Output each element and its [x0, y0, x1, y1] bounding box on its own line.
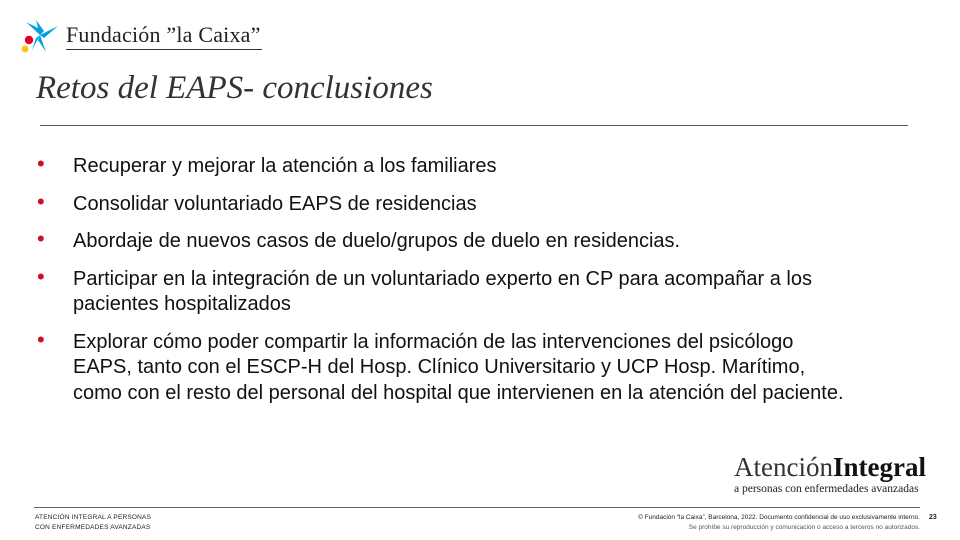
bullet-dot-icon: • [37, 151, 45, 176]
list-item [36, 263, 856, 318]
list-item [36, 226, 856, 255]
bullet-text: Explorar cómo poder compartir la información de las intervenciones del psicólogo EAPS, tanto con el ESCP-H del Hosp. Clínico Universitario y UCP Hosp. Marítimo, como con el resto del personal del hospital que intervienen en la atención del paciente. [73, 330, 844, 404]
slide-title: Retos del EAPS- conclusiones [36, 70, 433, 106]
bullet-text: Consolidar voluntariado EAPS de residencias [73, 192, 477, 215]
footer-program [35, 513, 151, 533]
bullet-list [36, 151, 856, 406]
footer-copyright [638, 513, 920, 533]
footer-divider [34, 507, 920, 508]
page-number: 23 [929, 514, 937, 521]
footer-program-line2: CON ENFERMEDADES AVANZADAS [35, 524, 151, 531]
bullet-dot-icon: • [37, 263, 45, 289]
logo-underline [66, 49, 262, 50]
bullet-text: Recuperar y mejorar la atención a los familiares [73, 155, 497, 177]
brand-logo [734, 452, 924, 498]
brand-word-1: Atención [734, 452, 833, 482]
list-item [36, 326, 856, 407]
brand-word-2: Integral [832, 452, 926, 482]
list-item [36, 188, 856, 218]
bullet-text: Abordaje de nuevos casos de duelo/grupos de duelo en residencias. [73, 230, 681, 252]
bullet-dot-icon: • [37, 326, 45, 352]
bullet-text: Participar en la integración de un voluntariado experto en CP para acompañar a los pacientes hospitalizados [73, 267, 812, 315]
brand-tagline: a personas con enfermedades avanzadas [734, 483, 919, 495]
title-divider [40, 125, 908, 126]
logo-text: Fundación ”la Caixa” [66, 22, 261, 47]
list-item [36, 151, 856, 180]
footer-copyright-line1: © Fundación “la Caixa”, Barcelona, 2022. Documento confidencial de uso exclusivamente interno. [638, 514, 920, 521]
bullet-dot-icon: • [37, 226, 45, 251]
footer-program-line1: ATENCIÓN INTEGRAL A PERSONAS [35, 514, 152, 521]
bullet-dot-icon: • [37, 188, 45, 214]
footer-copyright-line2: Se prohíbe su reproducción y comunicación o acceso a terceros no autorizados. [688, 524, 920, 531]
brand-name [734, 452, 924, 482]
logo [20, 18, 260, 54]
star-icon [20, 18, 60, 54]
